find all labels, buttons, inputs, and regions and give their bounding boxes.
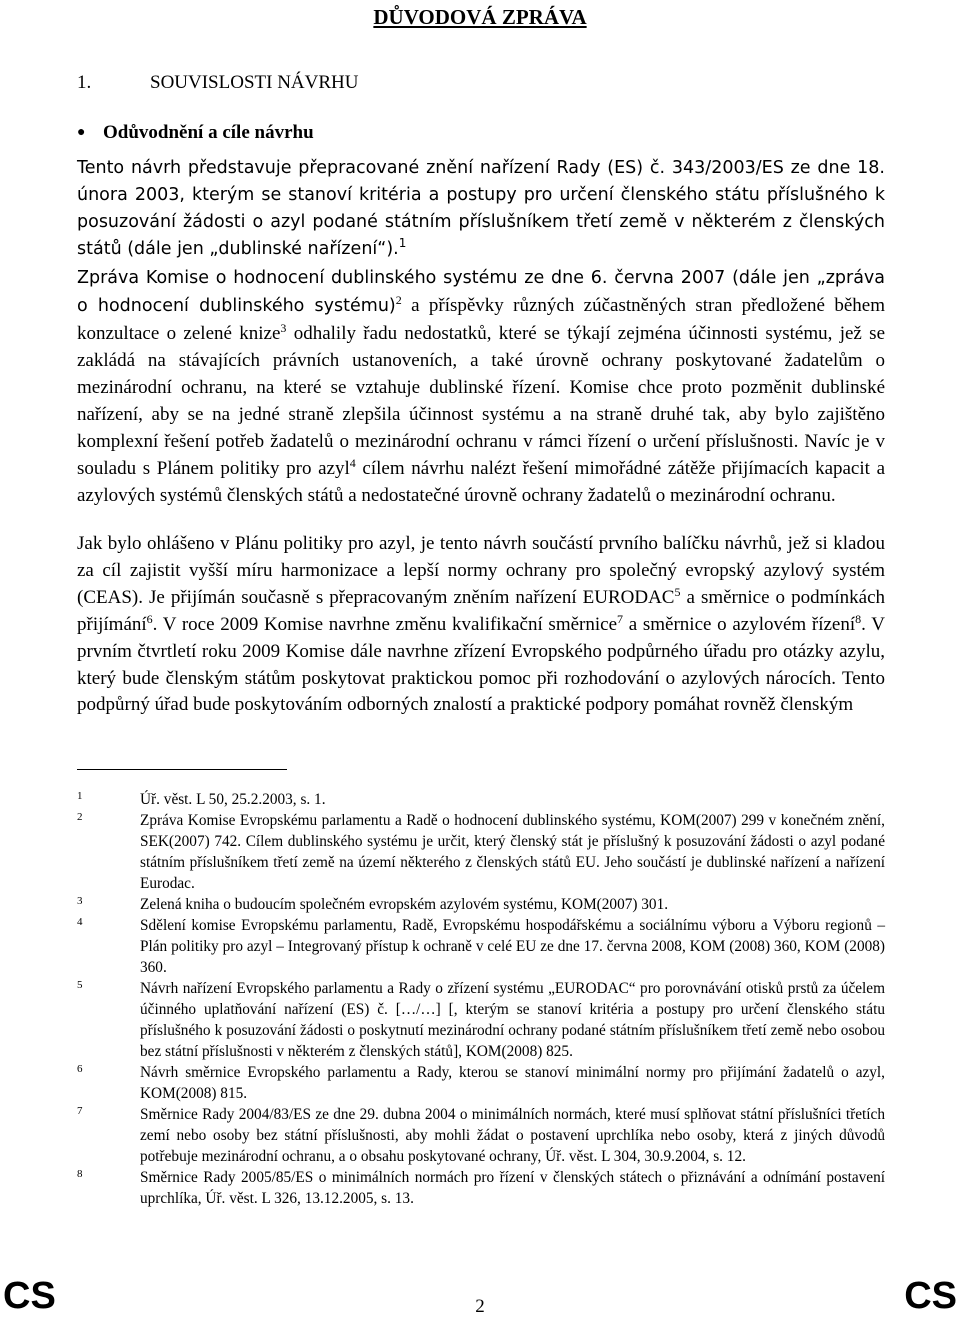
footnote: [77, 978, 885, 1062]
footnote: [77, 915, 885, 978]
footnote-number: 1: [77, 790, 83, 802]
bullet-icon: ●: [77, 125, 86, 140]
footnote-ref-7: 7: [617, 611, 624, 626]
footnotes: [77, 789, 885, 1209]
footnote-text: Směrnice Rady 2004/83/ES ze dne 29. dubna 2004 o minimálních normách, které musí splňovat státní příslušníci třetích zemí nebo osoby bez státní příslušnosti, aby mohli žádat o postavení uprchlíka nebo osoby, která z jiných důvodů potřebuje mezinárodní ochranu, a o obsahu poskytované ochrany, Úř. věst. L 304, 30.9.2004, s. 12.: [140, 1106, 885, 1165]
paragraph-2-text-a: Zpráva Komise o hodnocení dublinského systému ze dne 6. června 2007 (dále jen „zpráva o hodnocení dublinského systému): [77, 268, 885, 316]
footnote-number: 6: [77, 1063, 83, 1075]
footnote-number: 3: [77, 895, 83, 907]
footnote: [77, 1167, 885, 1209]
footnote-ref-3: 3: [280, 321, 287, 335]
paragraph-3-text-d: a směrnice o azylovém řízení: [623, 613, 856, 635]
footnote-number: 5: [77, 979, 83, 991]
bullet-text: Odůvodnění a cíle návrhu: [103, 122, 314, 143]
paragraph-3-text-a: Jak bylo ohlášeno v Plánu politiky pro azyl, je tento návrh součástí prvního balíčku návrhů, jež si kladou za cíl zajistit vyšší míru harmonizace a lepší normy ochrany pro společný evropský azylový systém (CEAS). Je přijímán současně s přepracovaným zněním nařízení EURODAC: [77, 533, 885, 608]
paragraph-2: [77, 264, 885, 509]
footnote-text: Sdělení komise Evropskému parlamentu, Radě, Evropskému hospodářskému a sociálnímu výboru a Výboru regionů – Plán politiky pro azyl – Integrovaný přístup k ochraně v celé EU ze dne 17. června 2008, KOM (2008) 360, KOM (2008) 360.: [140, 917, 885, 976]
footnote-number: 8: [77, 1168, 83, 1180]
footnote-text: Návrh nařízení Evropského parlamentu a Rady o zřízení systému „EURODAC“ pro porovnávání otisků prstů za účelem účinného uplatňování nařízení (ES) č. […/…] [, kterým se stanoví kritéria a postupy pro určení členského státu příslušného k posuzování žádosti o poskytnutí mezinárodní ochrany podané státním příslušníkem třetí země nebo osobou bez státní příslušnosti v některém z členských států], KOM(2008) 825.: [140, 980, 885, 1060]
footnote-text: Zelená kniha o budoucím společném evropském azylovém systému, KOM(2007) 301.: [140, 896, 669, 913]
footnote-ref-1: 1: [398, 236, 407, 250]
footnote-text: Směrnice Rady 2005/85/ES o minimálních normách pro řízení v členských státech o přiznávání a odnímání postavení uprchlíka, Úř. věst. L 326, 13.12.2005, s. 13.: [140, 1169, 885, 1207]
footnote: [77, 1104, 885, 1167]
footnote: [77, 810, 885, 894]
paragraph-1-text: Tento návrh představuje přepracované znění nařízení Rady (ES) č. 343/2003/ES ze dne 18. února 2003, kterým se stanoví kritéria a postupy pro určení členského státu příslušného k posuzování žádosti o azyl podané státním příslušníkem třetí země v některém z členských států (dále jen „dublinské nařízení“).: [77, 158, 885, 259]
section-heading: [77, 72, 358, 94]
footnote-separator: [77, 769, 287, 770]
footnote-number: 7: [77, 1105, 83, 1117]
footnote-text: Úř. věst. L 50, 25.2.2003, s. 1.: [140, 791, 326, 808]
footnote-ref-8: 8: [855, 611, 862, 626]
paragraph-2-text-b: a příspěvky různých zúčastněných stran předložené během konzultace o zelené knize: [77, 295, 885, 344]
footnote-ref-4: 4: [349, 456, 356, 470]
page-number: 2: [475, 1296, 485, 1317]
footnote: [77, 1062, 885, 1104]
language-code-right: CS: [904, 1275, 957, 1317]
paragraph-3-text-e: . V prvním čtvrtletí roku 2009 Komise dále navrhne zřízení Evropského podpůrného úřadu pro otázky azylu, který bude členským státům poskytovat praktickou pomoc při rozhodování o azylových nárocích. Tento podpůrný úřad bude poskytováním odborných znalostí a praktické podpory pomáhat rovněž členským: [77, 613, 885, 716]
paragraph-1: [77, 155, 885, 263]
paragraph-3: [77, 531, 885, 719]
footnote-ref-6: 6: [146, 611, 153, 626]
paragraph-2-text-d: cílem návrhu nalézt řešení mimořádné zátěže přijímacích kapacit a azylových systémů členských států a nedostatečné úrovně ochrany žadatelů o mezinárodní ochranu.: [77, 458, 885, 506]
footnote: [77, 789, 885, 810]
footnote-ref-2: 2: [395, 293, 402, 307]
section-title: SOUVISLOSTI NÁVRHU: [150, 72, 359, 93]
bullet-heading: [77, 122, 314, 144]
footnote: [77, 894, 885, 915]
language-code-left: CS: [3, 1275, 56, 1317]
footnote-ref-5: 5: [674, 584, 681, 599]
document-title: DŮVODOVÁ ZPRÁVA: [373, 5, 587, 29]
paragraph-3-text-c: . V roce 2009 Komise navrhne změnu kvalifikační směrnice: [152, 613, 618, 635]
paragraph-2-text-c: odhalily řadu nedostatků, které se týkají zejména účinnosti systému, jež se zakládá na stávajících právních ustanoveních, a také úrovně ochrany poskytované žadatelům o mezinárodní ochranu, na které se vztahuje dublinské řízení. Komise chce proto pozměnit dublinské nařízení, aby se na jedné straně zlepšila účinnost systému a na straně druhé tak, aby bylo zajištěno komplexní řešení potřeb žadatelů o mezinárodní ochranu v rámci řízení o určení příslušnosti. Navíc je v souladu s Plánem politiky pro azyl: [77, 323, 886, 479]
paragraph-3-text-b: a směrnice o podmínkách přijímání: [77, 586, 886, 635]
footnote-number: 4: [77, 916, 83, 928]
footnote-text: Zpráva Komise Evropskému parlamentu a Radě o hodnocení dublinského systému, KOM(2007) 299 v konečném znění, SEK(2007) 742. Cílem dublinského systému je určit, který členský stát je příslušný k posuzování žádosti o azyl podané státním příslušníkem třetí země na území některého z členských států EU. Jeho součástí je dublinské nařízení a nařízení Eurodac.: [140, 812, 885, 892]
footnote-text: Návrh směrnice Evropského parlamentu a Rady, kterou se stanoví minimální normy pro přijímání žadatelů o azyl, KOM(2008) 815.: [140, 1064, 885, 1102]
section-number: 1.: [77, 72, 92, 93]
footnote-number: 2: [77, 811, 83, 823]
